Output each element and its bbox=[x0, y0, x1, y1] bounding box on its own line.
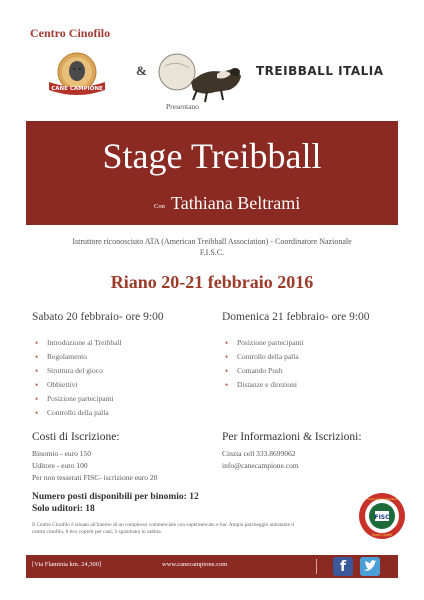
saturday-title: Sabato 20 febbraio- ore 9:00 bbox=[32, 311, 164, 323]
twitter-icon[interactable] bbox=[360, 557, 380, 576]
bullet-icon: • bbox=[225, 366, 229, 376]
bullet-icon: • bbox=[225, 338, 229, 348]
info-contacts bbox=[222, 448, 299, 472]
svg-text:CANE CAMPIONE: CANE CAMPIONE bbox=[51, 86, 103, 92]
instructor-credentials bbox=[30, 236, 394, 258]
list-item: • Comando Push bbox=[225, 366, 283, 376]
places-uditori: Solo uditori: 18 bbox=[32, 504, 95, 514]
list-item: • Obbiettivi bbox=[35, 380, 78, 390]
cane-campione-logo bbox=[44, 52, 110, 96]
list-item: • Controllo della palla bbox=[35, 408, 109, 418]
con-label: Con bbox=[154, 203, 165, 210]
treibball-italia-logo: TREIBBALL ITALIA bbox=[256, 64, 384, 78]
location-note bbox=[32, 522, 358, 536]
centro-cinofilo-title: Centro Cinofilo bbox=[30, 26, 111, 40]
list-item: • Regolamento bbox=[35, 352, 87, 362]
dog-with-ball-image bbox=[155, 46, 245, 104]
list-item: • Distanze e direzioni bbox=[225, 380, 297, 390]
svg-text:Sport Cinofili: Sport Cinofili bbox=[371, 533, 393, 537]
cost-line: Uditore - euro 100 bbox=[32, 461, 88, 470]
saturday-program-list bbox=[32, 336, 122, 420]
bullet-icon: • bbox=[35, 380, 39, 390]
costs-title: Costi di Iscrizione: bbox=[32, 431, 120, 443]
info-title: Per Informazioni & Iscrizioni: bbox=[222, 431, 362, 443]
stage-title: Stage Treibball bbox=[102, 136, 322, 176]
list-item: • Controllo della palla bbox=[225, 352, 299, 362]
event-title: Riano 20-21 febbraio 2016 bbox=[110, 272, 314, 292]
bullet-icon: • bbox=[225, 352, 229, 362]
places-binomi: Numero posti disponibili per binomio: 12 bbox=[32, 492, 199, 502]
sunday-title: Domenica 21 febbraio- ore 9:00 bbox=[222, 311, 370, 323]
location-note-line: centro cinofilo, 8 box coperti per cani, 3 sgambatoi in sabbia. bbox=[32, 529, 162, 535]
svg-text:FISC: FISC bbox=[374, 514, 390, 521]
footer-bar bbox=[26, 555, 398, 578]
info-email[interactable]: info@canecampione.com bbox=[222, 461, 299, 470]
list-item: • Struttura del gioco bbox=[35, 366, 103, 376]
bullet-icon: • bbox=[35, 394, 39, 404]
title-banner bbox=[26, 121, 398, 225]
sunday-program-list bbox=[222, 336, 303, 392]
cost-line: Per non tesserati FISC- iscrizione euro 20 bbox=[32, 473, 158, 482]
places-available bbox=[32, 491, 199, 515]
costs-list bbox=[32, 448, 157, 484]
credentials-line: Istruttore riconosciuto ATA (American Treibball Association) - Coordinatore Nazionale bbox=[72, 237, 352, 246]
location-note-line: Il Centro Cinofilo è situato all'interno di un complesso commerciale con supermercato e bar. Ampio parcheggio antistante il bbox=[32, 522, 295, 528]
bullet-icon: • bbox=[35, 338, 39, 348]
cost-line: Binomio - euro 150 bbox=[32, 449, 91, 458]
facebook-icon[interactable]: f bbox=[333, 557, 353, 576]
footer-website-link[interactable]: www.canecampione.com bbox=[162, 561, 228, 568]
list-item: • Introduzione al Treibball bbox=[35, 338, 122, 348]
bullet-icon: • bbox=[35, 408, 39, 418]
credentials-line: F.I.S.C. bbox=[199, 248, 225, 257]
bullet-icon: • bbox=[35, 366, 39, 376]
bullet-icon: • bbox=[225, 380, 229, 390]
info-phone: Cinzia cell 333.8699062 bbox=[222, 449, 296, 458]
bullet-icon: • bbox=[35, 352, 39, 362]
instructor-name: Tathiana Beltrami bbox=[171, 193, 301, 213]
footer-address: [Via Flaminia km. 24,300] bbox=[32, 561, 102, 568]
list-item: • Posizione partecipanti bbox=[35, 394, 114, 404]
svg-text:Federazione Italiana: Federazione Italiana bbox=[366, 497, 398, 501]
ampersand: & bbox=[136, 63, 147, 78]
presentano-label: Presentano bbox=[166, 102, 199, 111]
list-item: • Posizione partecipanti bbox=[225, 338, 304, 348]
fisc-seal bbox=[358, 492, 406, 540]
footer-divider bbox=[316, 559, 317, 574]
